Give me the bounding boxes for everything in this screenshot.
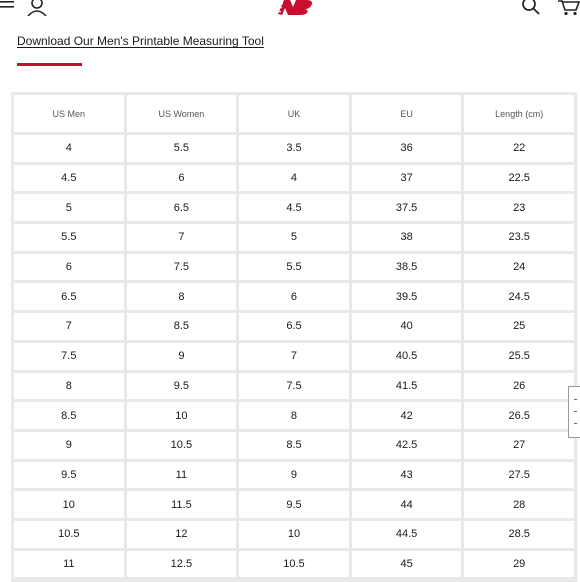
table-body (14, 135, 574, 577)
cell-us-men: 9.5 (14, 462, 124, 489)
cell-uk: 7.5 (239, 373, 349, 400)
cell-us-men: 7.5 (14, 343, 124, 370)
cell-uk: 5.5 (239, 254, 349, 281)
cell-us-men: 11 (14, 551, 124, 578)
table-row (14, 224, 574, 251)
cell-uk: 4 (239, 165, 349, 192)
cart-icon[interactable] (558, 0, 580, 16)
site-header (0, 0, 580, 26)
cell-eu: 40.5 (352, 343, 462, 370)
cell-length-cm: 26 (464, 373, 574, 400)
table-row (14, 343, 574, 370)
side-feedback-tab[interactable] (568, 386, 580, 438)
cell-us-women: 11.5 (127, 491, 237, 518)
cell-length-cm: 25 (464, 313, 574, 340)
cell-eu: 42 (352, 402, 462, 429)
cell-us-women: 10.5 (127, 432, 237, 459)
cell-us-women: 12 (127, 521, 237, 548)
cell-us-women: 8.5 (127, 313, 237, 340)
table-row (14, 551, 574, 578)
cell-uk: 6 (239, 283, 349, 310)
cell-us-men: 10.5 (14, 521, 124, 548)
cell-uk: 9 (239, 462, 349, 489)
cell-eu: 44 (352, 491, 462, 518)
header-length-cm: Length (cm) (464, 95, 574, 132)
cell-eu: 36 (352, 135, 462, 162)
cell-us-men: 4.5 (14, 165, 124, 192)
cell-us-women: 6 (127, 165, 237, 192)
header-us-women: US Women (127, 95, 237, 132)
cell-length-cm: 26.5 (464, 402, 574, 429)
table-row (14, 521, 574, 548)
cell-us-women: 8 (127, 283, 237, 310)
cell-us-women: 10 (127, 402, 237, 429)
table-row (14, 194, 574, 221)
cell-length-cm: 22.5 (464, 165, 574, 192)
cell-uk: 9.5 (239, 491, 349, 518)
cell-length-cm: 24 (464, 254, 574, 281)
cell-length-cm: 24.5 (464, 283, 574, 310)
cell-us-women: 7.5 (127, 254, 237, 281)
cell-uk: 10.5 (239, 551, 349, 578)
cell-us-men: 5 (14, 194, 124, 221)
cell-length-cm: 27 (464, 432, 574, 459)
cell-length-cm: 28 (464, 491, 574, 518)
hamburger-menu-icon[interactable] (0, 0, 16, 14)
cell-uk: 8.5 (239, 432, 349, 459)
cell-us-men: 5.5 (14, 224, 124, 251)
cell-eu: 41.5 (352, 373, 462, 400)
table-row (14, 135, 574, 162)
cell-uk: 4.5 (239, 194, 349, 221)
table-row (14, 313, 574, 340)
cell-uk: 8 (239, 402, 349, 429)
cell-us-men: 10 (14, 491, 124, 518)
cell-eu: 40 (352, 313, 462, 340)
cell-us-women: 5.5 (127, 135, 237, 162)
cell-us-men: 6 (14, 254, 124, 281)
header-uk: UK (239, 95, 349, 132)
cell-eu: 37.5 (352, 194, 462, 221)
cell-eu: 39.5 (352, 283, 462, 310)
cell-us-men: 9 (14, 432, 124, 459)
table-row (14, 373, 574, 400)
table-row (14, 283, 574, 310)
cell-us-women: 11 (127, 462, 237, 489)
cell-uk: 6.5 (239, 313, 349, 340)
cell-us-women: 9 (127, 343, 237, 370)
table-row (14, 165, 574, 192)
cell-length-cm: 23 (464, 194, 574, 221)
cell-us-men: 8 (14, 373, 124, 400)
cell-us-women: 9.5 (127, 373, 237, 400)
table-row (14, 254, 574, 281)
search-icon[interactable] (520, 0, 542, 16)
cell-us-men: 7 (14, 313, 124, 340)
cell-length-cm: 22 (464, 135, 574, 162)
cell-us-women: 12.5 (127, 551, 237, 578)
cell-length-cm: 27.5 (464, 462, 574, 489)
cell-us-women: 6.5 (127, 194, 237, 221)
cell-eu: 43 (352, 462, 462, 489)
cell-eu: 38.5 (352, 254, 462, 281)
cell-us-men: 6.5 (14, 283, 124, 310)
user-icon[interactable] (26, 0, 48, 16)
cell-uk: 5 (239, 224, 349, 251)
cell-uk: 3.5 (239, 135, 349, 162)
header-eu: EU (352, 95, 462, 132)
cell-length-cm: 23.5 (464, 224, 574, 251)
accent-underline-bar (17, 63, 82, 66)
cell-us-men: 8.5 (14, 402, 124, 429)
cell-us-men: 4 (14, 135, 124, 162)
cell-eu: 38 (352, 224, 462, 251)
cell-length-cm: 28.5 (464, 521, 574, 548)
cell-length-cm: 29 (464, 551, 574, 578)
cell-eu: 45 (352, 551, 462, 578)
table-row (14, 402, 574, 429)
cell-eu: 37 (352, 165, 462, 192)
cell-eu: 44.5 (352, 521, 462, 548)
cell-uk: 10 (239, 521, 349, 548)
download-measuring-tool-link[interactable]: Download Our Men's Printable Measuring Tool (17, 34, 264, 48)
header-us-men: US Men (14, 95, 124, 132)
table-row (14, 462, 574, 489)
table-row (14, 491, 574, 518)
cell-eu: 42.5 (352, 432, 462, 459)
table-header-row (14, 95, 574, 132)
cell-length-cm: 25.5 (464, 343, 574, 370)
size-chart-table (11, 92, 577, 582)
cell-us-women: 7 (127, 224, 237, 251)
table-row (14, 432, 574, 459)
new-balance-logo-icon[interactable] (274, 0, 314, 16)
cell-uk: 7 (239, 343, 349, 370)
